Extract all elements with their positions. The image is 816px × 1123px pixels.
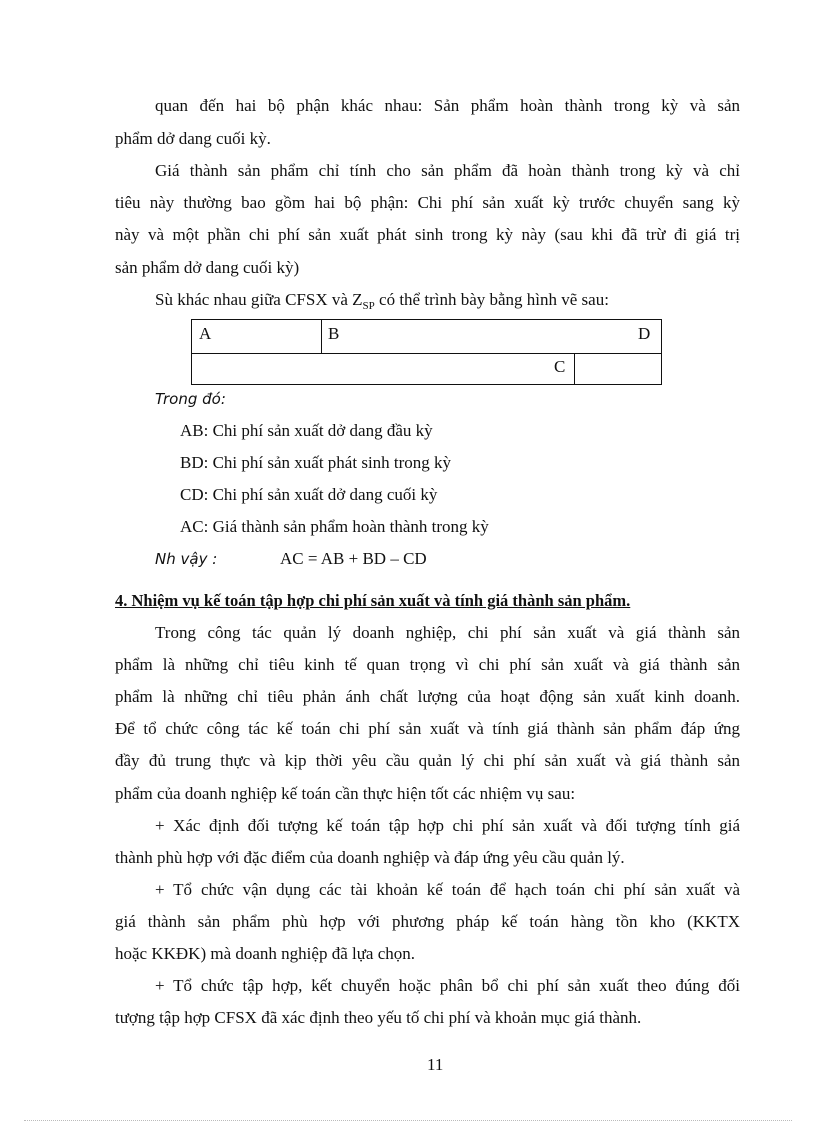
paragraph-line: sản phẩm dở dang cuối kỳ) [115, 258, 300, 277]
paragraph-line: phẩm là những chỉ tiêu phản ánh chất lượng của hoạt động sản xuất kinh doanh. [115, 687, 740, 706]
label-d: D [638, 324, 651, 343]
list-item: hoặc KKĐK) mà doanh nghiệp đã lựa chọn. [115, 944, 416, 963]
paragraph-line: đầy đủ trung thực và kịp thời yêu cầu quản lý chi phí sản xuất và giá thành sản [115, 751, 740, 770]
list-item: + Tổ chức vận dụng các tài khoản kế toán để hạch toán chi phí sản xuất và [155, 880, 740, 899]
page-number: 11 [427, 1055, 444, 1074]
paragraph-line: Trong công tác quản lý doanh nghiệp, chi phí sản xuất và giá thành sản [155, 623, 740, 642]
paragraph-line: này và một phần chi phí sản xuất phát sinh trong kỳ này (sau khi đã trừ đi giá trị [115, 225, 740, 244]
list-item: tượng tập hợp CFSX đã xác định theo yếu tố chi phí và khoản mục giá thành. [115, 1008, 642, 1027]
diagram-intro: Sù khác nhau giữa CFSX và $Z_{SP}$ có thể trình bày bằng hình vẽ sau: [155, 290, 609, 312]
formula-label: Nh vậy : [155, 550, 218, 568]
paragraph-line: phẩm của doanh nghiệp kế toán cần thực hiện tốt các nhiệm vụ sau: [115, 784, 576, 803]
page-bottom-rule [24, 1120, 792, 1121]
paragraph-line: phẩm dở dang cuối kỳ. [115, 129, 271, 148]
legend-item-cd: CD: Chi phí sản xuất dở dang cuối kỳ [180, 485, 438, 504]
cost-diagram [191, 319, 662, 385]
paragraph-line: tiêu này thường bao gồm hai bộ phận: Chi phí sản xuất kỳ trước chuyển sang kỳ [115, 193, 740, 212]
label-a: A [199, 324, 212, 343]
list-item: + Tổ chức tập hợp, kết chuyển hoặc phân bổ chi phí sản xuất theo đúng đối [155, 976, 740, 995]
legend-title: Trong đó: [155, 390, 226, 408]
label-c: C [554, 357, 566, 376]
list-item: + Xác định đối tượng kế toán tập hợp chi phí sản xuất và đối tượng tính giá [155, 816, 740, 835]
list-item: giá thành sản phẩm phù hợp với phương pháp kế toán hàng tồn kho (KKTX [115, 912, 740, 931]
diagram-divider [321, 320, 322, 353]
legend-item-bd: BD: Chi phí sản xuất phát sinh trong kỳ [180, 453, 452, 472]
legend-item-ab: AB: Chi phí sản xuất dở dang đầu kỳ [180, 421, 433, 440]
legend-item-ac: AC: Giá thành sản phẩm hoàn thành trong kỳ [180, 517, 489, 536]
list-item: thành phù hợp với đặc điểm của doanh nghiệp và đáp ứng yêu cầu quản lý. [115, 848, 625, 867]
formula: AC = AB + BD – CD [280, 549, 427, 568]
section-heading: 4. Nhiệm vụ kế toán tập hợp chi phí sản xuất và tính giá thành sản phẩm. [115, 591, 631, 610]
paragraph-line: Để tổ chức công tác kế toán chi phí sản xuất và tính giá thành sản phẩm đáp ứng [115, 719, 740, 738]
label-b: B [328, 324, 340, 343]
paragraph-line: Giá thành sản phẩm chỉ tính cho sản phẩm đã hoàn thành trong kỳ và chỉ [155, 161, 740, 180]
paragraph-line: phẩm là những chỉ tiêu kinh tế quan trọng vì chi phí sản xuất và giá thành sản [115, 655, 740, 674]
diagram-divider [192, 353, 661, 354]
diagram-divider [574, 353, 575, 384]
paragraph-line: quan đến hai bộ phận khác nhau: Sản phẩm hoàn thành trong kỳ và sản [155, 96, 740, 115]
